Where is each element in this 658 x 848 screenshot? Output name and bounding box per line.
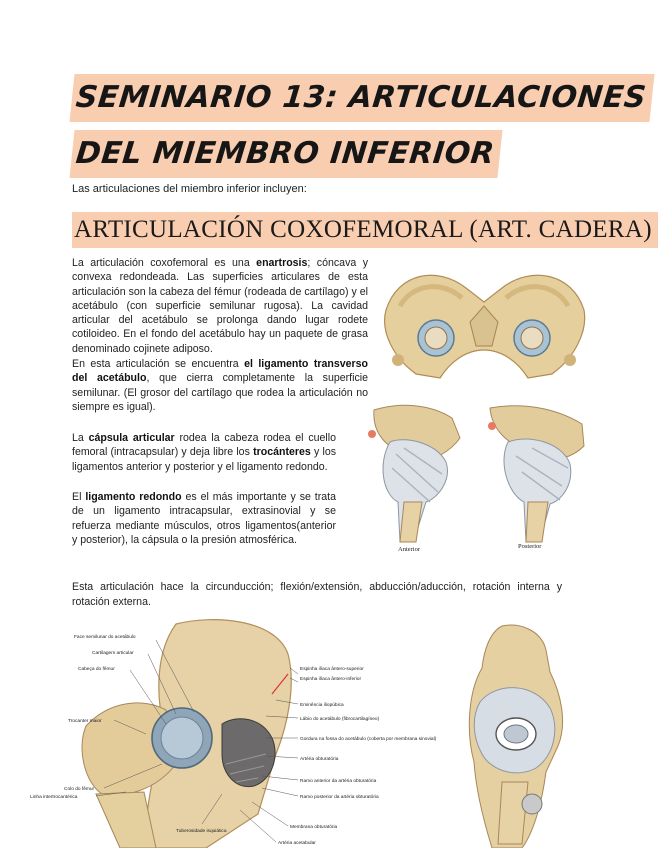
section-heading: ARTICULACIÓN COXOFEMORAL (ART. CADERA) xyxy=(72,212,658,248)
bold-term: enartrosis xyxy=(256,257,308,269)
text-run: En esta articulación se encuentra xyxy=(72,358,245,370)
paragraph-movements: Esta articulación hace la circunducción; flexión/extensión, abducción/aducción, rotación interna y rotación externa. xyxy=(72,581,562,608)
intro-text: Las articulaciones del miembro inferior incluyen: xyxy=(72,183,307,195)
label-cartilagem: Cartilagem articular xyxy=(92,651,134,656)
text-run: ; cóncava y convexa redondeada. Las superficies articulares de esta articulación son la cabeza del fémur (rodeada de cartílago) y el acetábulo (con superficie semilunar rugosa). La cavidad articular del acetábulo se prolonga dando lugar rodete cotiloideo. En el fondo del acetábulo hay un paquete de grasa denominado cojinete adiposo. xyxy=(72,257,368,355)
bold-term: el ligamento transverso del acetábulo xyxy=(72,358,368,385)
hip-anterior-view xyxy=(360,402,472,550)
text-run: , que cierra completamente la superficie semilunar. (El grosor del cartílago que rodea la articulación no siempre es igual). xyxy=(72,372,369,413)
paragraph-enartrosis xyxy=(72,256,368,356)
label-gordura: Gordura na fossa do acetábulo (coberta por membrana sinovial) xyxy=(300,737,437,742)
bold-term: trocánteres xyxy=(253,446,311,459)
pelvis-illustration xyxy=(378,262,590,382)
label-linha-intertrocanterica: Linha intertrocantérica xyxy=(30,795,78,800)
bold-term: cápsula articular xyxy=(88,432,175,444)
caption-anterior: Anterior xyxy=(398,546,421,553)
hip-posterior-view xyxy=(482,402,592,550)
label-espinha-superior: Espinha ilíaca ântero-superior xyxy=(300,667,364,672)
text-run: La articulación coxofemoral es una xyxy=(72,257,257,269)
text-run: La xyxy=(72,432,89,444)
paragraph-capsula-articular xyxy=(72,431,336,474)
label-ramo-posterior: Ramo posterior da artéria obturatória xyxy=(300,795,379,800)
caption-posterior: Posterior xyxy=(518,543,542,550)
paragraph-ligamento-transverso xyxy=(72,357,368,414)
page-title-line-1: SEMINARIO 13: ARTICULACIONES xyxy=(69,74,654,122)
label-tuberosidade: Tuberosidade isquiática xyxy=(176,829,227,834)
text-run: rodea la cabeza rodea el cuello femoral (intracapsular) y deja libre los xyxy=(72,432,336,459)
label-cabeca-femur: Cabeça do fêmur xyxy=(78,667,115,672)
hip-section-illustration xyxy=(462,622,572,848)
label-arteria-obturatoria: Artéria obturatória xyxy=(300,757,339,762)
page-title-line-2: DEL MIEMBRO INFERIOR xyxy=(69,130,502,178)
label-arteria-acetabular: Artéria acetabular xyxy=(278,841,316,846)
label-ramo-anterior: Ramo anterior da artéria obturatória xyxy=(300,779,377,784)
paragraph-ligamento-redondo xyxy=(72,490,336,547)
label-trocanter-maior: Trocanter maior xyxy=(68,719,102,724)
bold-term: ligamento redondo xyxy=(85,491,182,503)
text-run: El xyxy=(72,491,86,503)
label-membrana: Membrana obturatória xyxy=(290,825,338,830)
label-espinha-inferior: Espinha ilíaca ântero-inferior xyxy=(300,677,362,682)
label-colo-femur: Colo do fêmur xyxy=(64,787,95,792)
hip-joint-labeled-illustration xyxy=(26,614,437,848)
label-labio: Lábio do acetábulo (fibrocartilagíneo) xyxy=(300,717,380,722)
text-run: y los ligamentos anterior y posterior y el ligamento redondo. xyxy=(72,446,337,473)
label-eminencia: Eminência iliopúbica xyxy=(300,703,344,708)
text-run: es el más importante y se trata de un ligamento intracapsular, extrasinovial y se refuerza mediante músculos, otros ligamentos(anterior y posterior), la cápsula o la presión atmosférica. xyxy=(72,491,336,546)
label-face-semilunar: Face semilunar do acetábulo xyxy=(74,635,136,640)
